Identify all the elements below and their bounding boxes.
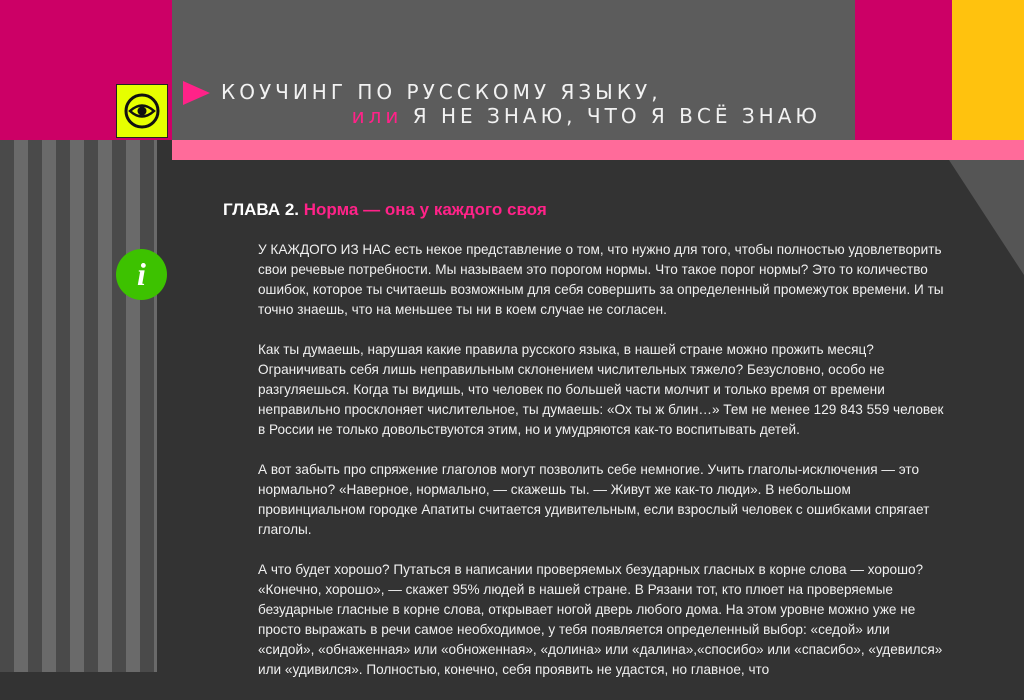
left-stripe-gap <box>157 140 172 672</box>
eye-logo <box>116 84 168 138</box>
play-triangle-icon <box>183 81 210 105</box>
info-glyph: i <box>137 256 146 292</box>
body-paragraph-1: У КАЖДОГО ИЗ НАС есть некое представление о том, что нужно для того, чтобы полностью удовлетворить свои речевые потребности. Мы называем это порогом нормы. Что такое порог нормы? Это то количество ошибок, которое ты считаешь возможным для себя совершить за определенный промежуток времени. И ты точно знаешь, что на меньшее ты ни в коем случае не согласен. <box>258 242 944 317</box>
left-stripe-pattern <box>0 140 172 672</box>
info-icon <box>116 249 167 300</box>
eye-icon <box>122 91 162 131</box>
page-title-line-2 <box>352 104 821 128</box>
corner-triangle-decoration <box>949 160 1024 275</box>
body-paragraph-3: А вот забыть про спряжение глаголов могут позволить себе немногие. Учить глаголы-исключения — это нормально? «Наверное, нормально, — скажешь ты. — Живут же как-то люди». В небольшом провинциальном городке Апатиты считается удивительным, если взрослый человек с ошибками спрягает глаголы. <box>258 462 930 537</box>
chapter-body <box>258 240 948 700</box>
title-accent-word: или <box>351 104 403 128</box>
body-paragraph-4: А что будет хорошо? Путаться в написании проверяемых безударных гласных в корне слова — хорошо? «Конечно, хорошо», — скажет 95% людей в нашей стране. В Рязани тот, кто плюет на проверяемые безударные гласные в корне слова, открывает ногой дверь любого дома. На этом уровне можно уже не просто выражать в речи самое необходимое, у тебя появляется определенный выбор: «седой» или «сидой», «обнаженная» или «обноженная», «долина» или «далина»,«спосибо» или «спасибо», «удевился» или «удивился». Полностью, конечно, себя проявить не удастся, но главное, что <box>258 562 943 677</box>
body-paragraph-2: Как ты думаешь, нарушая какие правила русского языка, в нашей стране можно прожить месяц? Ограничивать себя лишь неправильным склонением числительных тяжело? Безусловно, особо не разгуляешься. Когда ты видишь, что человек по большей части молчит и только время от времени неправильно просклоняет числительное, ты думаешь: «Ох ты ж блин…» Тем не менее 129 843 559 человек в России не только довольствуются этим, но и умудряются как-то воспитывать детей. <box>258 342 944 437</box>
page-title-line-1: КОУЧИНГ ПО РУССКОМУ ЯЗЫКУ, <box>221 80 662 104</box>
title-line-2-text: Я НЕ ЗНАЮ, ЧТО Я ВСЁ ЗНАЮ <box>402 104 821 128</box>
chapter-subtitle: Норма — она у каждого своя <box>303 200 547 219</box>
chapter-label: ГЛАВА 2. <box>223 200 304 219</box>
chapter-heading <box>223 200 547 220</box>
header-magenta-right-block <box>855 0 952 140</box>
header-yellow-block <box>952 0 1024 140</box>
pink-divider-strip <box>172 140 1024 160</box>
